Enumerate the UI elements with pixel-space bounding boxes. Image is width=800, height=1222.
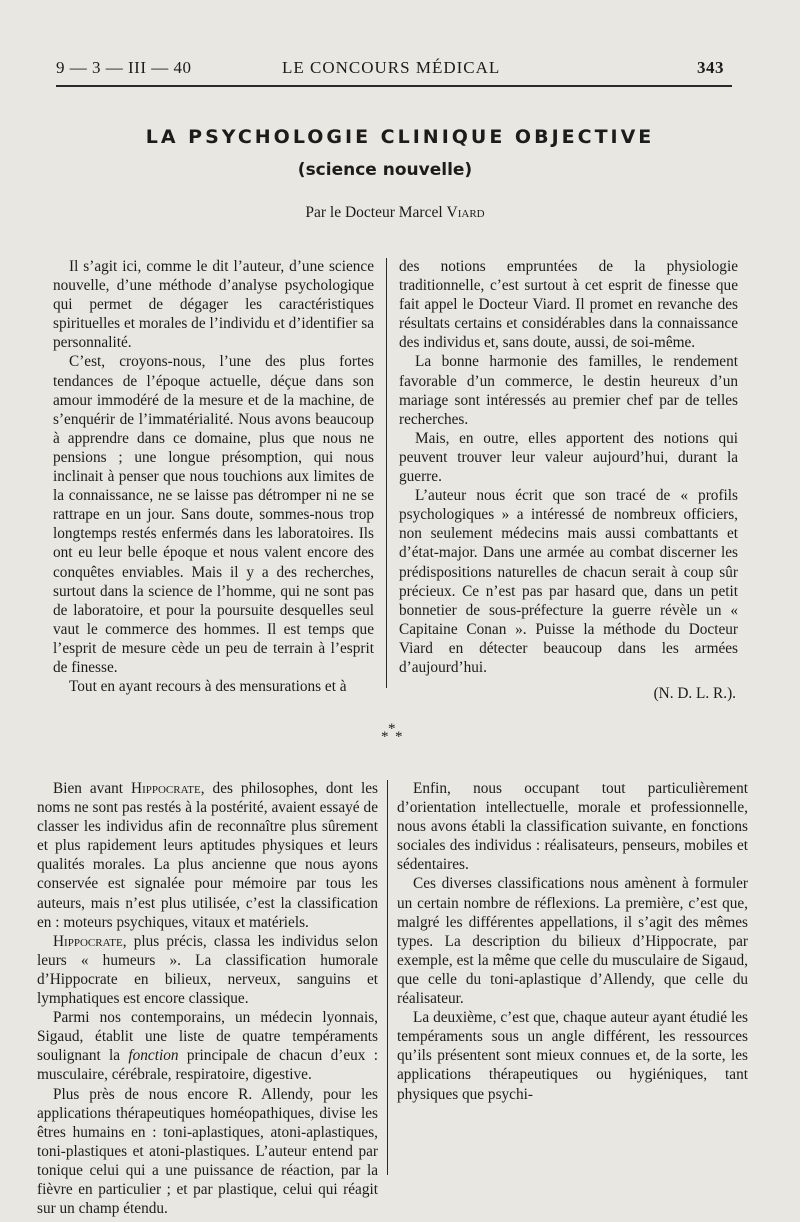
page-number: 343 — [697, 58, 724, 77]
body-paragraph: Ces diverses classifications nous amènent à formuler un certain nombre de réflexions. La première, c’est que, malgré les différentes appellations, il s’agit des mêmes types. La description du bilieux d’Hippocrate, par exemple, est la même que celle du musculaire de Sigaud, que celle du toni-aplastique d’Allendy, que celle du réalisateur. — [397, 875, 748, 1008]
body-paragraph: Enfin, nous occupant tout particulièrement d’orientation intellectuelle, morale et professionnelle, nous avons établi la classification suivante, en fonctions sociales des individus : réalisateurs, penseurs, mobiles et sédentaires. — [397, 780, 748, 874]
intro-paragraph: Il s’agit ici, comme le dit l’auteur, d’une science nouvelle, d’une méthode d’analyse psychologique qui permet de dégager les caractéristiques spirituelles et morales de l’individu et d’identifier sa personnalité. — [53, 258, 374, 352]
body-column-right — [397, 779, 748, 1104]
byline — [0, 204, 790, 222]
text-run: Parmi nos contemporains, un médecin lyonnais, Sigaud, établit une liste de quatre tempéraments soulignant la — [37, 1009, 378, 1065]
body-column-left — [37, 779, 379, 1218]
text-run: , plus précis, classa les individus selon leurs « humeurs ». La classification humorale d’Hippocrate en bilieux, nerveux, sanguins et lymphatiques est encore classique. — [37, 932, 378, 1008]
running-header — [56, 54, 724, 82]
intro-paragraph: La bonne harmonie des familles, le rendement favorable d’un commerce, le destin heureux d’un mariage sont intéressés au premier chef par de telles recherches. — [399, 353, 738, 428]
column-divider — [387, 780, 388, 1175]
editor-signature: (N. D. L. R.). — [653, 685, 736, 703]
body-paragraph — [37, 932, 378, 1008]
body-paragraph: Plus près de nous encore R. Allendy, pour les applications thérapeutiques homéopathiques, divise les êtres humains en : toni-aplastiques, atoni-aplastiques, toni-plastiques et atoni-plastiques. L’auteur entend par tonique celui qui a une puissance de réaction, par la fièvre en particulier ; et par plastique, celui qui réagit sur un champ étendu. — [37, 1085, 378, 1218]
body-paragraph: La deuxième, c’est que, chaque auteur ayant étudié les tempéraments sous un angle différent, les ressources qu’ils présentent sont mieux connues et, de la sorte, les applications thérapeutiques ou hygiéniques, tant physiques que psychi- — [397, 1009, 748, 1103]
text-run: , des philosophes, dont les noms ne sont pas restés à la postérité, avaient essayé de classer les individus afin de reconnaître plus sûrement et plus rapidement leurs aptitudes physiques et leurs qualités morales. La plus ancienne que nous ayons conservée est signalée pour mémoire par tous les auteurs, mais n’est plus utilisée, c’est la classification en : moteurs psychiques, vitaux et matériels. — [37, 780, 379, 931]
hippocrate-name: Hippocrate — [53, 932, 123, 950]
article-title: LA PSYCHOLOGIE CLINIQUE OBJECTIVE — [145, 126, 655, 148]
body-paragraph — [37, 779, 378, 932]
hippocrate-name: Hippocrate — [131, 780, 201, 797]
intro-paragraph: C’est, croyons-nous, l’une des plus fortes tendances de l’époque actuelle, déçue dans son amour immodéré de la mesure et de la machine, de s’enquérir de l’immatérialité. Nous avons beaucoup à apprendre dans ce domaine, plus que nous ne pensions ; une longue présomption, qui nous inclinait à penser que nous touchions aux limites de la connaissance, ne se laisse pas détromper ni ne se rattrape en un jour. Sans doute, sommes-nous trop longtemps restés enfermés dans les laboratoires. Ils ont eu leur belle époque et nous valent encore des conquêtes enviables. Mais il y a des recherches, surtout dans la science de l’homme, qui ne sont pas de laboratoire, et pour la poursuite desquelles seul vaut le commerce des hommes. Il est temps que l’esprit de mesure cède un peu de terrain à l’esprit de finesse. — [53, 353, 374, 676]
issue-date: 9 — 3 — III — 40 — [56, 58, 192, 77]
byline-prefix: Par le Docteur Marcel — [305, 204, 443, 221]
intro-column-right — [399, 257, 738, 703]
author-name: Viard — [446, 204, 485, 221]
column-divider — [386, 258, 387, 688]
asterism-star: * — [388, 721, 396, 737]
intro-paragraph: L’auteur nous écrit que son tracé de « profils psychologiques » a intéressé de nombreux officiers, non seulement médecins mais aussi combattants et d’état-major. Dans une armée au combat discerner les prédispositions naturelles de chacun serait à coup sûr précieux. Ce n’est pas par hasard que, dans un petit bonnetier de sous-préfecture la guerre révèle un « Capitaine Conan ». Puisse la méthode du Docteur Viard en détecter beaucoup dans les armées d’aujourd’hui. — [399, 487, 738, 676]
emphasis: fonction — [128, 1047, 179, 1065]
asterism-star: * — [381, 729, 389, 745]
text-run: Bien avant — [53, 780, 124, 797]
text-run: principale de chacun d’eux : musculaire, cérébrale, respiratoire, digestive. — [37, 1047, 378, 1084]
intro-paragraph: des notions empruntées de la physiologie traditionnelle, c’est surtout à cet esprit de finesse que fait appel le Docteur Viard. Il promet en revanche des résultats certains et considérables dans la connaissance des individus et, sans doute, aussi, de soi-même. — [399, 258, 738, 352]
asterism-separator — [378, 720, 408, 750]
asterism-star: * — [395, 729, 403, 745]
body-paragraph — [37, 1008, 378, 1084]
article-subtitle: (science nouvelle) — [297, 160, 473, 180]
intro-paragraph: Tout en ayant recours à des mensurations et à — [69, 678, 347, 696]
intro-column-left — [53, 257, 374, 696]
intro-paragraph: Mais, en outre, elles apportent des notions qui peuvent trouver leur valeur aujourd’hui, durant la guerre. — [399, 429, 738, 486]
journal-name: LE CONCOURS MÉDICAL — [282, 58, 501, 77]
header-rule — [56, 85, 732, 87]
